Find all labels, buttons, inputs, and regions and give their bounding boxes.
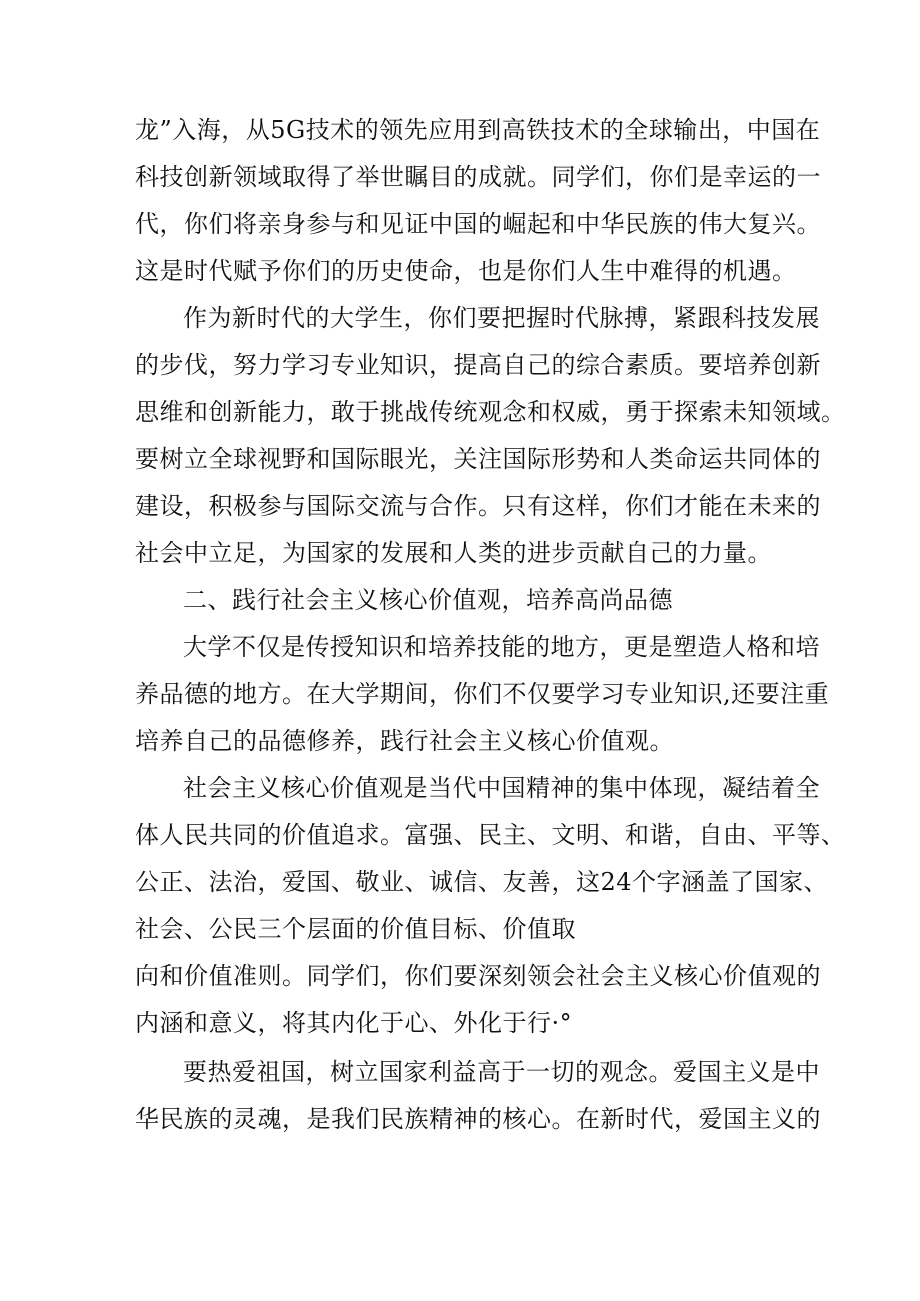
text-line: 内涵和意义，将其内化于心、外化于行·° [135, 1009, 573, 1037]
text-line: 华民族的灵魂，是我们民族精神的核心。在新时代，爱国主义的 [135, 1105, 821, 1133]
document-body [135, 107, 846, 1143]
text-line: 这是时代赋予你们的历史使命，也是你们人生中难得的机遇。 [135, 257, 797, 285]
text-line: 社会、公民三个层面的价值目标、价值取 [135, 915, 576, 943]
text-line: 体人民共同的价值追求。富强、民主、文明、和谐，自由、平等、 [135, 821, 846, 849]
text-line: 科技创新领域取得了举世瞩目的成就。同学们，你们是幸运的一 [135, 163, 821, 191]
text-line: 向和价值准则。同学们，你们要深刻领会社会主义核心价值观的 [135, 962, 821, 990]
text-line: 的步伐，努力学习专业知识，提高自己的综合素质。要培养创新 [135, 351, 821, 379]
text-line: 代，你们将亲身参与和见证中国的崛起和中华民族的伟大复兴。 [135, 210, 821, 238]
text-line: 龙”入海，从5G技术的领先应用到高铁技术的全球输出，中国在 [135, 116, 821, 144]
section-heading: 二、践行社会主义核心价值观，培养高尚品德 [183, 586, 673, 614]
paragraph-start-line: 大学不仅是传授知识和培养技能的地方，更是塑造人格和培 [183, 633, 820, 661]
text-line: 培养自己的品德修养，践行社会主义核心价值观。 [135, 727, 674, 755]
text-line: 建设，积极参与国际交流与合作。只有这样，你们才能在未来的 [135, 492, 821, 520]
paragraph-start-line: 社会主义核心价值观是当代中国精神的集中体现，凝结着全 [183, 774, 820, 802]
text-line: 养品德的地方。在大学期间，你们不仅要学习专业知识,还要注重 [135, 680, 830, 708]
paragraph-start-line: 作为新时代的大学生，你们要把握时代脉搏，紧跟科技发展 [183, 304, 820, 332]
text-line: 思维和创新能力，敢于挑战传统观念和权威，勇于探索未知领域。 [135, 398, 846, 426]
paragraph-start-line: 要热爱祖国，树立国家利益高于一切的观念。爱国主义是中 [183, 1058, 820, 1086]
text-line: 要树立全球视野和国际眼光，关注国际形势和人类命运共同体的 [135, 445, 821, 473]
text-line: 公正、法治，爱国、敬业、诚信、友善，这24个字涵盖了国家、 [135, 868, 829, 896]
text-line: 社会中立足，为国家的发展和人类的进步贡献自己的力量。 [135, 539, 772, 567]
